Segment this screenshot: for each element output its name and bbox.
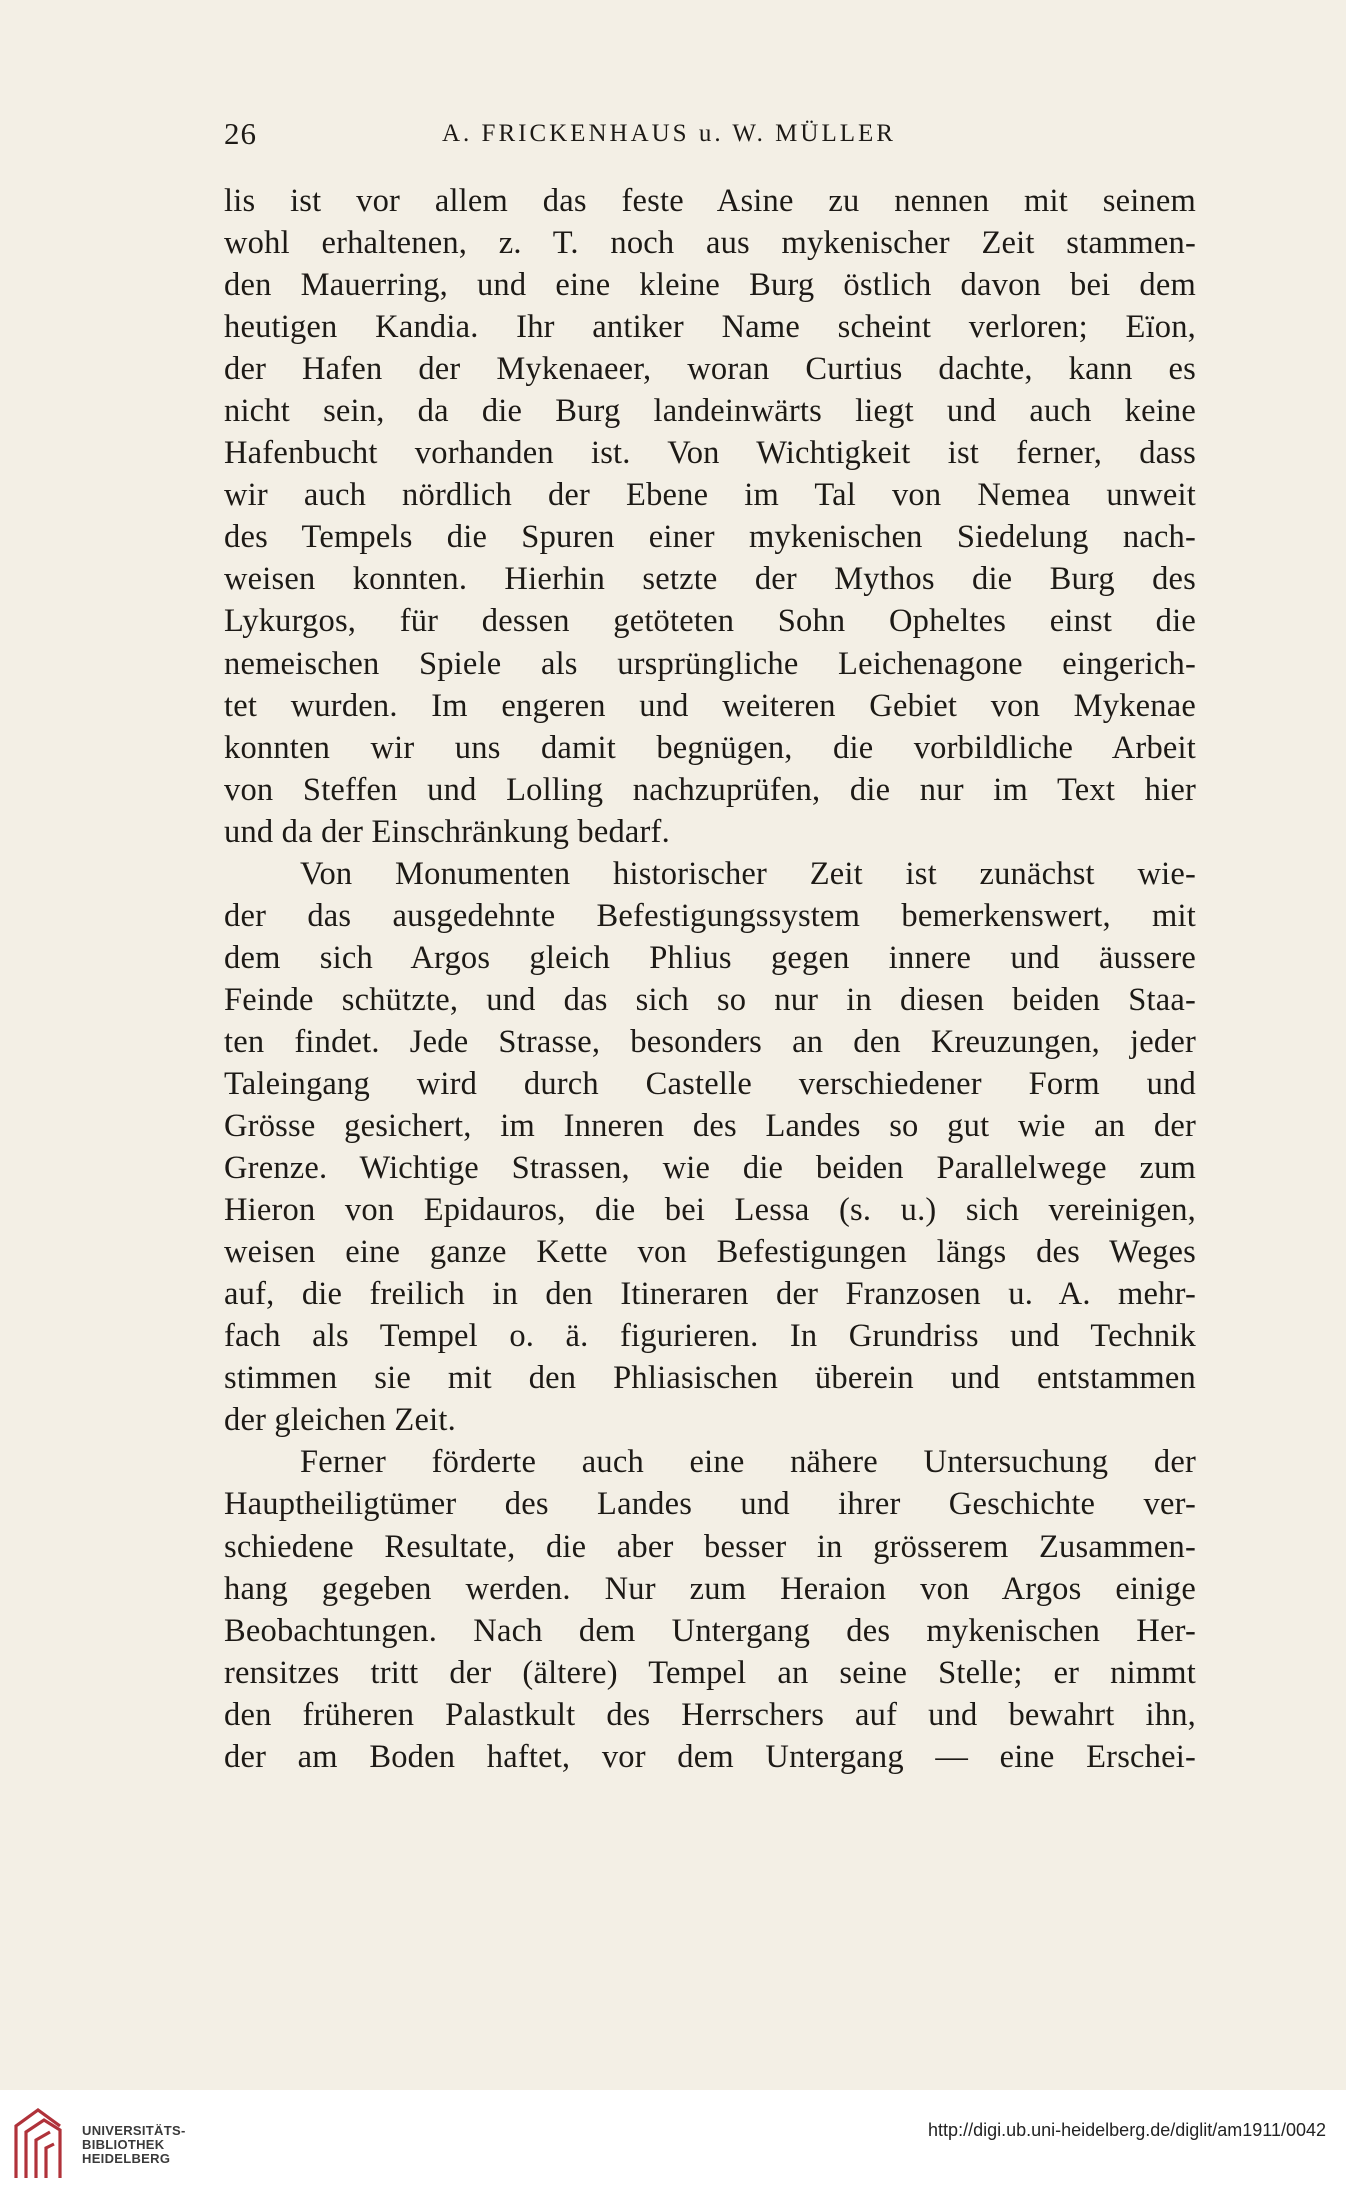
text-line: und da der Einschränkung bedarf. [224,813,670,850]
text-line: weisen eine ganze Kette von Befestigungen längs des Weges [224,1234,1196,1271]
page-header [224,116,1224,156]
text-line: Ferner förderte auch eine nähere Untersuchung der [300,1444,1196,1481]
text-line: der am Boden haftet, vor dem Untergang — eine Erschei- [224,1738,1196,1775]
text-line: schiedene Resultate, die aber besser in grösserem Zusammen- [224,1528,1196,1565]
text-line: den früheren Palastkult des Herrschers auf und bewahrt ihn, [224,1696,1196,1733]
text-line: Von Monumenten historischer Zeit ist zunächst wie- [300,855,1196,892]
text-line: stimmen sie mit den Phliasischen überein und entstammen [224,1360,1196,1397]
library-logo-icon [10,2104,66,2186]
text-line: der gleichen Zeit. [224,1402,456,1439]
text-line: konnten wir uns damit begnügen, die vorbildliche Arbeit [224,729,1196,766]
text-line: wohl erhaltenen, z. T. noch aus mykenischer Zeit stammen- [224,225,1196,262]
text-line: Feinde schützte, und das sich so nur in diesen beiden Staa- [224,981,1196,1018]
page-number: 26 [224,116,257,151]
text-line: von Steffen und Lolling nachzuprüfen, die nur im Text hier [224,771,1196,808]
text-line: Grösse gesichert, im Inneren des Landes so gut wie an der [224,1108,1196,1145]
footer-bar [0,2090,1346,2196]
text-line: lis ist vor allem das feste Asine zu nennen mit seinem [224,183,1196,219]
text-line: Hauptheiligtümer des Landes und ihrer Geschichte ver- [224,1486,1196,1523]
text-line: nemeischen Spiele als ursprüngliche Leichenagone eingerich- [224,645,1196,682]
text-line: ten findet. Jede Strasse, besonders an den Kreuzungen, jeder [224,1023,1196,1060]
running-head: A. FRICKENHAUS u. W. MÜLLER [442,120,896,147]
text-line: rensitzes tritt der (ältere) Tempel an seine Stelle; er nimmt [224,1654,1196,1691]
text-line: der das ausgedehnte Befestigungssystem bemerkenswert, mit [224,897,1196,934]
text-line: weisen konnten. Hierhin setzte der Mythos die Burg des [224,561,1196,598]
text-line: der Hafen der Mykenaeer, woran Curtius dachte, kann es [224,351,1196,388]
body-text [224,180,1196,1778]
text-line: den Mauerring, und eine kleine Burg östlich davon bei dem [224,267,1196,304]
library-name-line: UNIVERSITÄTS- [82,2123,186,2138]
text-line: des Tempels die Spuren einer mykenischen Siedelung nach- [224,519,1196,556]
library-name-line: HEIDELBERG [82,2151,171,2166]
text-line: wir auch nördlich der Ebene im Tal von Nemea unweit [224,477,1196,514]
text-line: heutigen Kandia. Ihr antiker Name scheint verloren; Eïon, [224,309,1196,346]
text-line: Grenze. Wichtige Strassen, wie die beiden Parallelwege zum [224,1150,1196,1187]
source-url-link[interactable]: http://digi.ub.uni-heidelberg.de/diglit/am1911/0042 [928,2120,1326,2140]
text-line: nicht sein, da die Burg landeinwärts liegt und auch keine [224,393,1196,430]
text-line: auf, die freilich in den Itineraren der Franzosen u. A. mehr- [224,1276,1196,1313]
text-line: Beobachtungen. Nach dem Untergang des mykenischen Her- [224,1612,1196,1649]
text-line: Hafenbucht vorhanden ist. Von Wichtigkeit ist ferner, dass [224,435,1196,472]
text-line: tet wurden. Im engeren und weiteren Gebiet von Mykenae [224,687,1196,724]
library-name-line: BIBLIOTHEK [82,2137,165,2152]
text-line: dem sich Argos gleich Phlius gegen innere und äussere [224,939,1196,976]
text-line: fach als Tempel o. ä. figurieren. In Grundriss und Technik [224,1318,1196,1355]
text-line: hang gegeben werden. Nur zum Heraion von Argos einige [224,1570,1196,1607]
text-line: Lykurgos, für dessen getöteten Sohn Opheltes einst die [224,603,1196,640]
library-name [82,2124,186,2166]
text-line: Taleingang wird durch Castelle verschiedener Form und [224,1065,1196,1102]
text-line: Hieron von Epidauros, die bei Lessa (s. u.) sich vereinigen, [224,1192,1196,1229]
